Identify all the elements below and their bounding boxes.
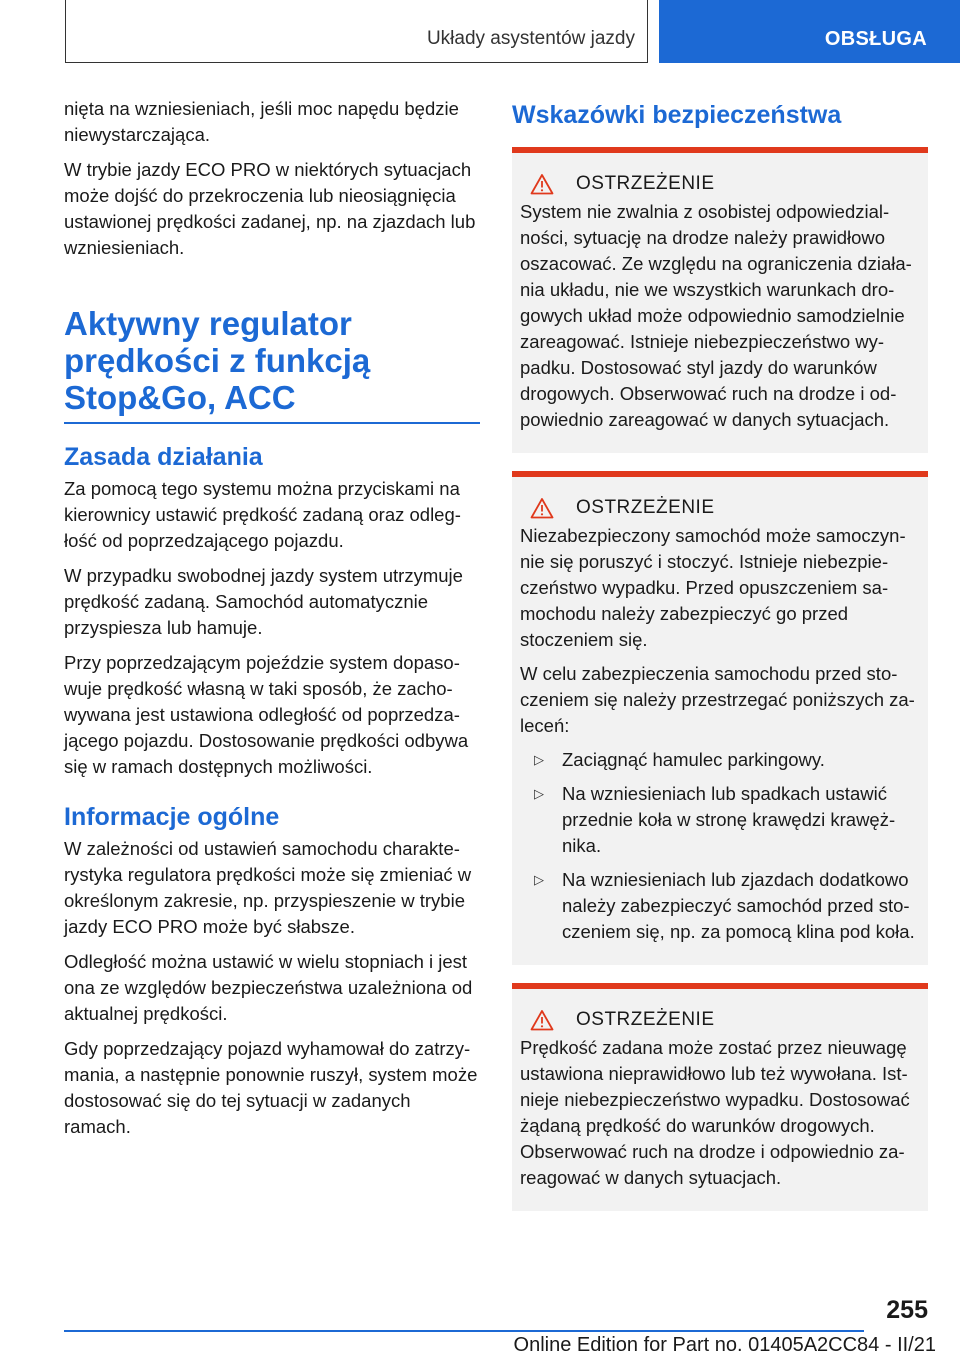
warning-header [520, 497, 920, 519]
left-column [64, 96, 480, 1149]
paragraph: Za pomocą tego systemu można przyciskami na kierownicy ustawić prędkość zadaną oraz odległość od poprzedzającego pojazdu. [64, 477, 461, 551]
running-header [65, 0, 648, 63]
paragraph: Przy poprzedzającym pojeździe system dopasowuje prędkość własną w taki sposób, że zachowywana jest ustawiona odległość od poprzedzającego pojazdu. Dostosowanie prędkości odbywa się w ramach dostępnych możliwości. [64, 651, 469, 777]
bullet-triangle-icon: ▷ [534, 786, 544, 801]
paragraph: Gdy poprzedzający pojazd wyhamował do zatrzymania, a następnie ponownie ruszył, system może dostosować się do tej sytuacji w zadanych ramach. [64, 1037, 478, 1137]
paragraph: W przypadku swobodnej jazdy system utrzymuje prędkość zadaną. Samochód automatycznie przyspiesza lub hamuje. [64, 564, 463, 638]
warning-triangle-icon [530, 1009, 554, 1031]
warning-text: System nie zwalnia z osobistej odpowiedzialności, sytuację na drodze należy prawidłowo oszacować. Ze względu na ograniczenia działania układu, nie we wszystkich warunkach drogowych układ może odpowiednio samodzielnie zareagować. Istnieje niebezpieczeństwo wypadku. Dostosować styl jazdy do warunków drogowych. Obserwować ruch na drodze i odpowiednio zareagować w danych sytuacjach. [520, 201, 912, 430]
warning-label: OSTRZEŻENIE [576, 173, 715, 194]
paragraph: Odległość można ustawić w wielu stopniach i jest ona ze względów bezpieczeństwa uzależniona od aktualnej prędkości. [64, 950, 473, 1024]
paragraph: W zależności od ustawień samochodu charakterystyka regulatora prędkości może się zmieniać w określonym zakresie, np. przyspieszenie w trybie jazdy ECO PRO może być słabsze. [64, 837, 472, 937]
footer-rule [64, 1330, 864, 1332]
warning-box [512, 147, 928, 453]
bullet-triangle-icon: ▷ [534, 752, 544, 767]
warning-text: Prędkość zadana może zostać przez nieuwagę ustawiona nieprawidłowo lub też wywołana. Istnieje niebezpieczeństwo wypadku. Dostosować żądaną prędkość do warunków drogowych. Obserwować ruch na drodze i odpowiednio zareagować w danych sytuacjach. [520, 1037, 910, 1188]
section-tab-label: OBSŁUGA [824, 28, 927, 50]
warning-label: OSTRZEŻENIE [576, 497, 715, 518]
section-tab [659, 0, 960, 63]
chapter-heading: Aktywny regulator prędkości z funkcją Stop&Go, ACC [64, 305, 371, 416]
section-heading-general: Informacje ogólne [64, 802, 280, 831]
list-item [520, 747, 920, 773]
list-item [520, 781, 920, 859]
warning-header [520, 173, 920, 195]
warning-box [512, 471, 928, 965]
edition-note[interactable]: Online Edition for Part no. 01405A2CC84 - II/21 [513, 1334, 936, 1356]
heading-rule [64, 422, 480, 424]
page-number: 255 [886, 1296, 928, 1324]
warning-text: Niezabezpieczony samochód może samoczynnie się poruszyć i stoczyć. Istnieje niebezpieczeństwo wypadku. Przed opuszczeniem samochodu należy zabezpieczyć go przed stoczeniem się. [520, 525, 906, 650]
safety-heading: Wskazówki bezpieczeństwa [512, 101, 842, 129]
warning-box [512, 983, 928, 1211]
list-item-text: Na wzniesieniach lub zjazdach dodatkowo należy zabezpieczyć samochód przed stoczeniem się, np. za pomocą klina pod koła. [562, 869, 915, 942]
warning-triangle-icon [530, 173, 554, 195]
warning-header [520, 1009, 920, 1031]
warning-text: W celu zabezpieczenia samochodu przed stoczeniem się należy przestrzegać poniższych zaleceń: [520, 663, 915, 736]
warning-label: OSTRZEŻENIE [576, 1009, 715, 1030]
right-column [512, 96, 928, 1229]
paragraph: nięta na wzniesieniach, jeśli moc napędu będzie niewystarczająca. [64, 98, 459, 145]
list-item [520, 867, 920, 945]
paragraph: W trybie jazdy ECO PRO w niektórych sytuacjach może dojść do przekroczenia lub nieosiągnięcia ustawionej prędkości zadanej, np. na zjazdach lub wzniesieniach. [64, 159, 476, 258]
list-item-text: Zaciągnąć hamulec parkingowy. [562, 749, 825, 770]
warning-triangle-icon [530, 497, 554, 519]
bullet-triangle-icon: ▷ [534, 872, 544, 887]
list-item-text: Na wzniesieniach lub spadkach ustawić przednie koła w stronę krawędzi krawężnika. [562, 783, 896, 856]
chapter-title: Układy asystentów jazdy [426, 28, 635, 49]
section-heading-principle: Zasada działania [64, 442, 263, 471]
